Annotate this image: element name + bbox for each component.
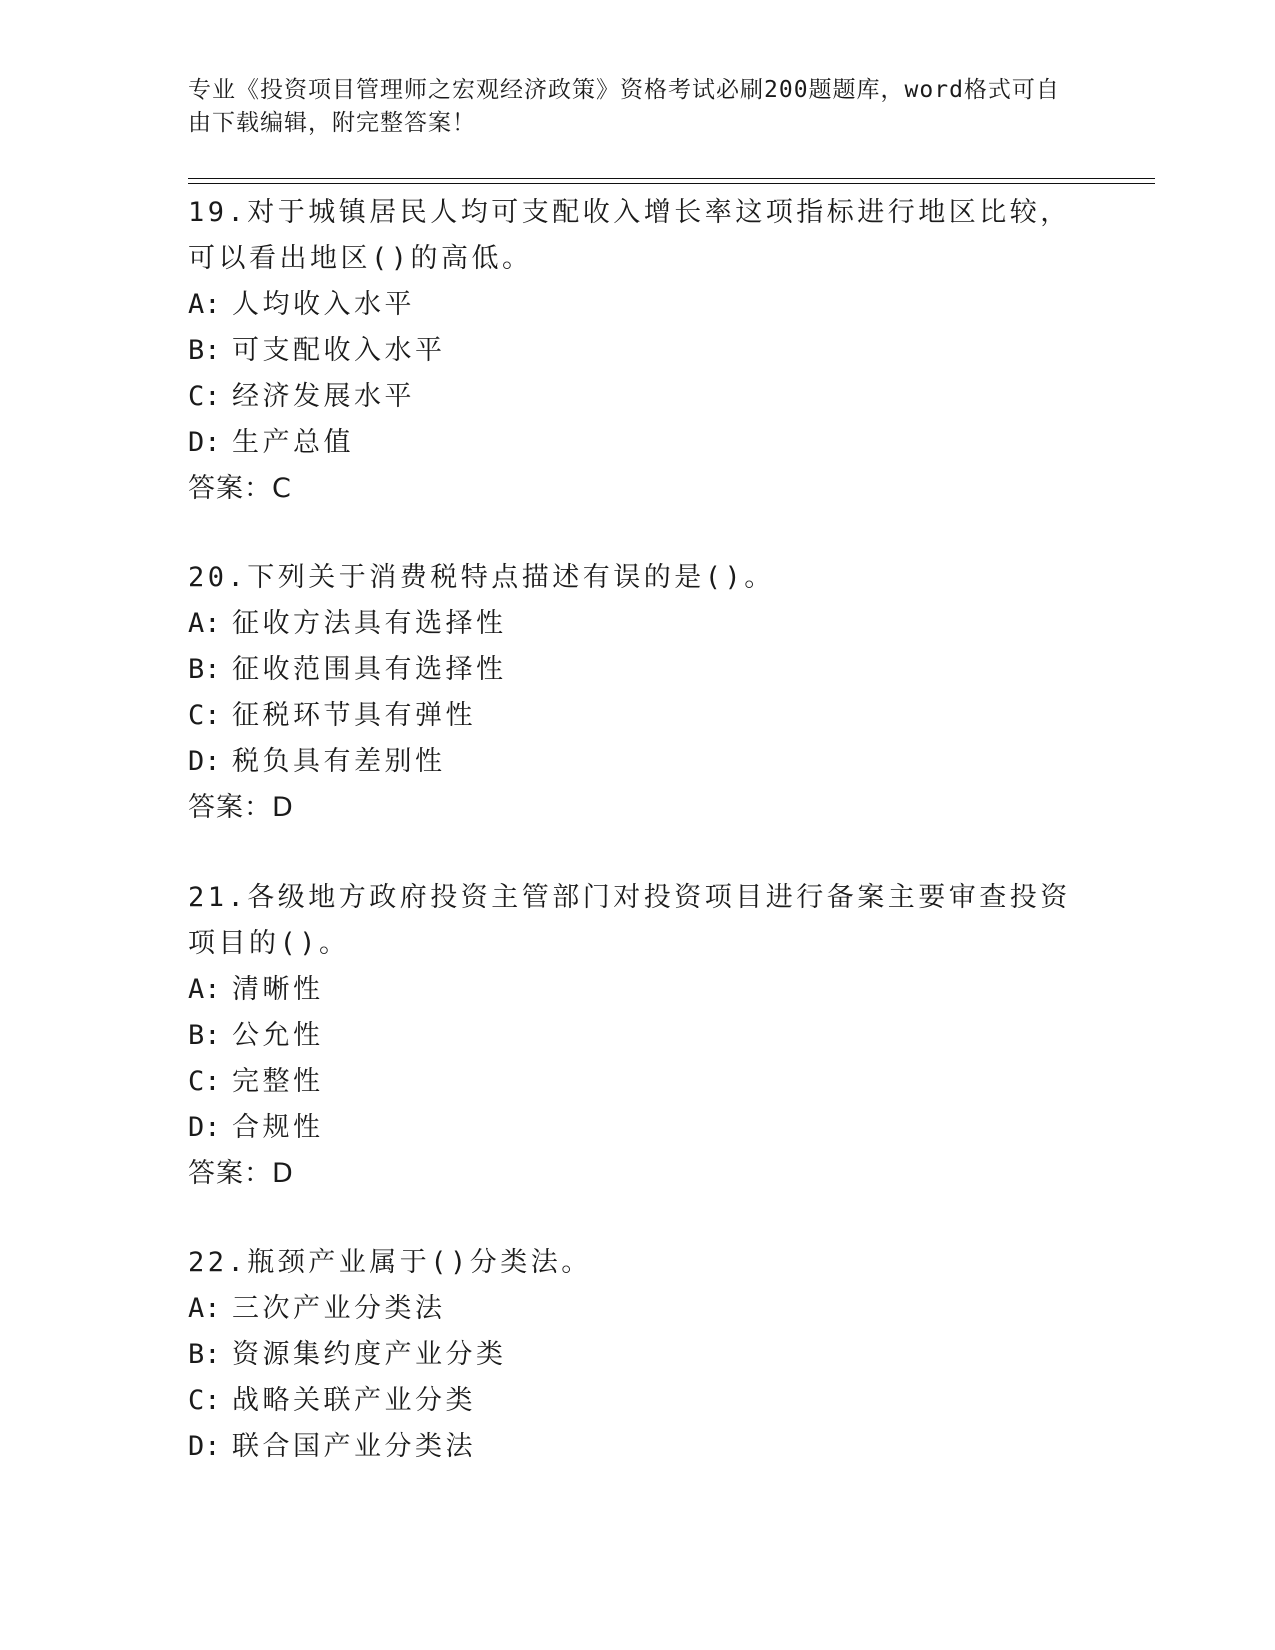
option-d [188, 420, 1088, 466]
option-a [188, 601, 1088, 647]
option-letter: B: [188, 1339, 221, 1370]
option-c [188, 693, 1088, 739]
option-a [188, 967, 1088, 1013]
option-letter: D: [188, 1431, 221, 1462]
option-b [188, 1013, 1088, 1059]
document-header: 专业《投资项目管理师之宏观经济政策》资格考试必刷200题题库，word格式可自由下载编辑，附完整答案！ [188, 77, 1060, 136]
option-letter: C: [188, 1066, 221, 1097]
question-text: 20.下列关于消费税特点描述有误的是()。 [188, 562, 775, 593]
option-letter: A: [188, 289, 221, 320]
option-text: 清晰性 [232, 974, 324, 1005]
option-text: 联合国产业分类法 [232, 1431, 476, 1462]
option-d [188, 1424, 1088, 1470]
option-d [188, 1105, 1088, 1151]
option-text: 三次产业分类法 [232, 1293, 446, 1324]
answer-label: 答案：C [188, 473, 292, 504]
option-d [188, 739, 1088, 785]
option-letter: C: [188, 1385, 221, 1416]
option-text: 征收方法具有选择性 [232, 608, 507, 639]
option-text: 生产总值 [232, 427, 354, 458]
option-text: 征税环节具有弹性 [232, 700, 476, 731]
option-letter: A: [188, 974, 221, 1005]
option-letter: D: [188, 746, 221, 777]
option-c [188, 374, 1088, 420]
option-text: 经济发展水平 [232, 381, 415, 412]
question-20 [188, 555, 1088, 831]
option-text: 公允性 [232, 1020, 324, 1051]
option-a [188, 282, 1088, 328]
option-c [188, 1059, 1088, 1105]
option-letter: B: [188, 335, 221, 366]
option-b [188, 1332, 1088, 1378]
option-letter: B: [188, 1020, 221, 1051]
option-letter: A: [188, 608, 221, 639]
option-letter: A: [188, 1293, 221, 1324]
option-letter: B: [188, 654, 221, 685]
option-text: 资源集约度产业分类 [232, 1339, 507, 1370]
option-text: 税负具有差别性 [232, 746, 446, 777]
option-text: 合规性 [232, 1112, 324, 1143]
option-b [188, 328, 1088, 374]
header-divider-bottom [188, 183, 1155, 184]
option-text: 可支配收入水平 [232, 335, 446, 366]
option-c [188, 1378, 1088, 1424]
header-divider-top [188, 178, 1155, 179]
option-letter: C: [188, 700, 221, 731]
option-letter: D: [188, 427, 221, 458]
option-text: 完整性 [232, 1066, 324, 1097]
question-19 [188, 190, 1088, 512]
option-letter: D: [188, 1112, 221, 1143]
answer-label: 答案：D [188, 1158, 294, 1189]
option-text: 征收范围具有选择性 [232, 654, 507, 685]
option-text: 人均收入水平 [232, 289, 415, 320]
question-21 [188, 875, 1088, 1197]
answer-label: 答案：D [188, 792, 294, 823]
option-a [188, 1286, 1088, 1332]
question-22 [188, 1240, 1088, 1470]
question-text: 21.各级地方政府投资主管部门对投资项目进行备案主要审查投资项目的()。 [188, 882, 1071, 959]
option-letter: C: [188, 381, 221, 412]
option-text: 战略关联产业分类 [232, 1385, 476, 1416]
question-text: 19.对于城镇居民人均可支配收入增长率这项指标进行地区比较，可以看出地区()的高低。 [188, 197, 1071, 274]
question-text: 22.瓶颈产业属于()分类法。 [188, 1247, 592, 1278]
option-b [188, 647, 1088, 693]
